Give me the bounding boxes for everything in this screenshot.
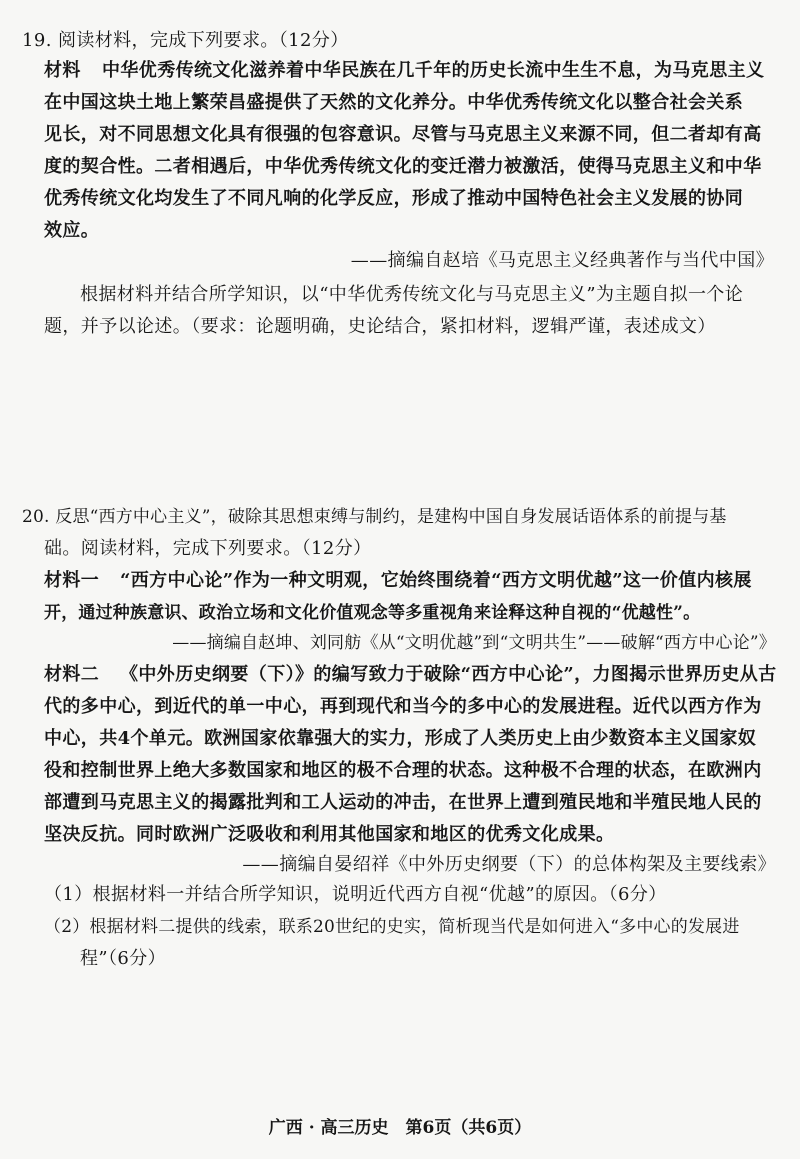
q20-material2-line: 部遭到马克思主义的揭露批判和工人运动的冲击，在世界上遭到殖民地和半殖民地人民的 — [44, 792, 762, 813]
q20-material1-source: ——摘编自赵坤、刘同舫《从“文明优越”到“文明共生”——破解“西方中心论”》 — [172, 633, 776, 653]
q19-material-line: 见长，对不同思想文化具有很强的包容意识。尽管与马克思主义来源不同，但二者却有高 — [44, 124, 762, 145]
q19-question-line: 根据材料并结合所学知识，以“中华优秀传统文化与马克思主义”为主题自拟一个论 — [80, 284, 744, 305]
q20-material1-label: 材料一 — [44, 570, 100, 591]
q20-subquestion-1: （1）根据材料一并结合所学知识，说明近代西方自视“优越”的原因。（6分） — [44, 884, 667, 905]
q19-material-line: 中华优秀传统文化滋养着中华民族在几千年的历史长流中生生不息，为马克思主义 — [102, 60, 765, 81]
q20-material2-line: 役和控制世界上绝大多数国家和地区的极不合理的状态。这种极不合理的状态，在欧洲内 — [44, 760, 762, 781]
q20-material2-line: 《中外历史纲要（下）》的编写致力于破除“西方中心论”，力图揭示世界历史从古 — [120, 664, 777, 685]
q20-material1-line: “西方中心论”作为一种文明观，它始终围绕着“西方文明优越”这一价值内核展 — [120, 570, 752, 591]
q20-subquestion-2: （2）根据材料二提供的线索，联系20世纪的史实，简析现当代是如何进入“多中心的发展进 — [44, 917, 740, 937]
q20-material2-line: 坚决反抗。同时欧洲广泛吸收和利用其他国家和地区的优秀文化成果。 — [44, 824, 615, 845]
q20-material2-source: ——摘编自晏绍祥《中外历史纲要（下）的总体构架及主要线索》 — [242, 854, 776, 875]
q19-question-line: 题，并予以论述。（要求：论题明确，史论结合，紧扣材料，逻辑严谨，表述成文） — [44, 316, 716, 337]
q20-header: 础。阅读材料，完成下列要求。（12分） — [44, 538, 372, 559]
q19-material-label: 材料 — [44, 60, 81, 81]
q19-source: ——摘编自赵培《马克思主义经典著作与当代中国》 — [350, 250, 774, 271]
q20-header: 20. 反思“西方中心主义”，破除其思想束缚与制约，是建构中国自身发展话语体系的前提与基 — [22, 507, 727, 527]
q19-header: 19. 阅读材料，完成下列要求。（12分） — [22, 30, 349, 51]
q19-material-line: 在中国这块土地上繁荣昌盛提供了天然的文化养分。中华优秀传统文化以整合社会关系 — [44, 92, 744, 113]
q20-subquestion-2: 程”（6分） — [80, 948, 167, 969]
q20-material2-label: 材料二 — [44, 664, 100, 685]
q19-material-line: 度的契合性。二者相遇后，中华优秀传统文化的变迁潜力被激活，使得马克思主义和中华 — [44, 156, 762, 177]
q20-material1-line: 开，通过种族意识、政治立场和文化价值观念等多重视角来诠释这种自视的“优越性”。 — [44, 603, 701, 623]
q20-material2-line: 中心，共4个单元。欧洲国家依靠强大的实力，形成了人类历史上由少数资本主义国家奴 — [44, 728, 757, 749]
q19-material-line: 优秀传统文化均发生了不同凡响的化学反应，形成了推动中国特色社会主义发展的协同 — [44, 188, 744, 209]
q19-material-line: 效应。 — [44, 220, 100, 241]
q20-material2-line: 代的多中心，到近代的单一中心，再到现代和当今的多中心的发展进程。近代以西方作为 — [44, 696, 762, 717]
page-footer: 广西 · 高三历史 第6页（共6页） — [268, 1118, 532, 1138]
